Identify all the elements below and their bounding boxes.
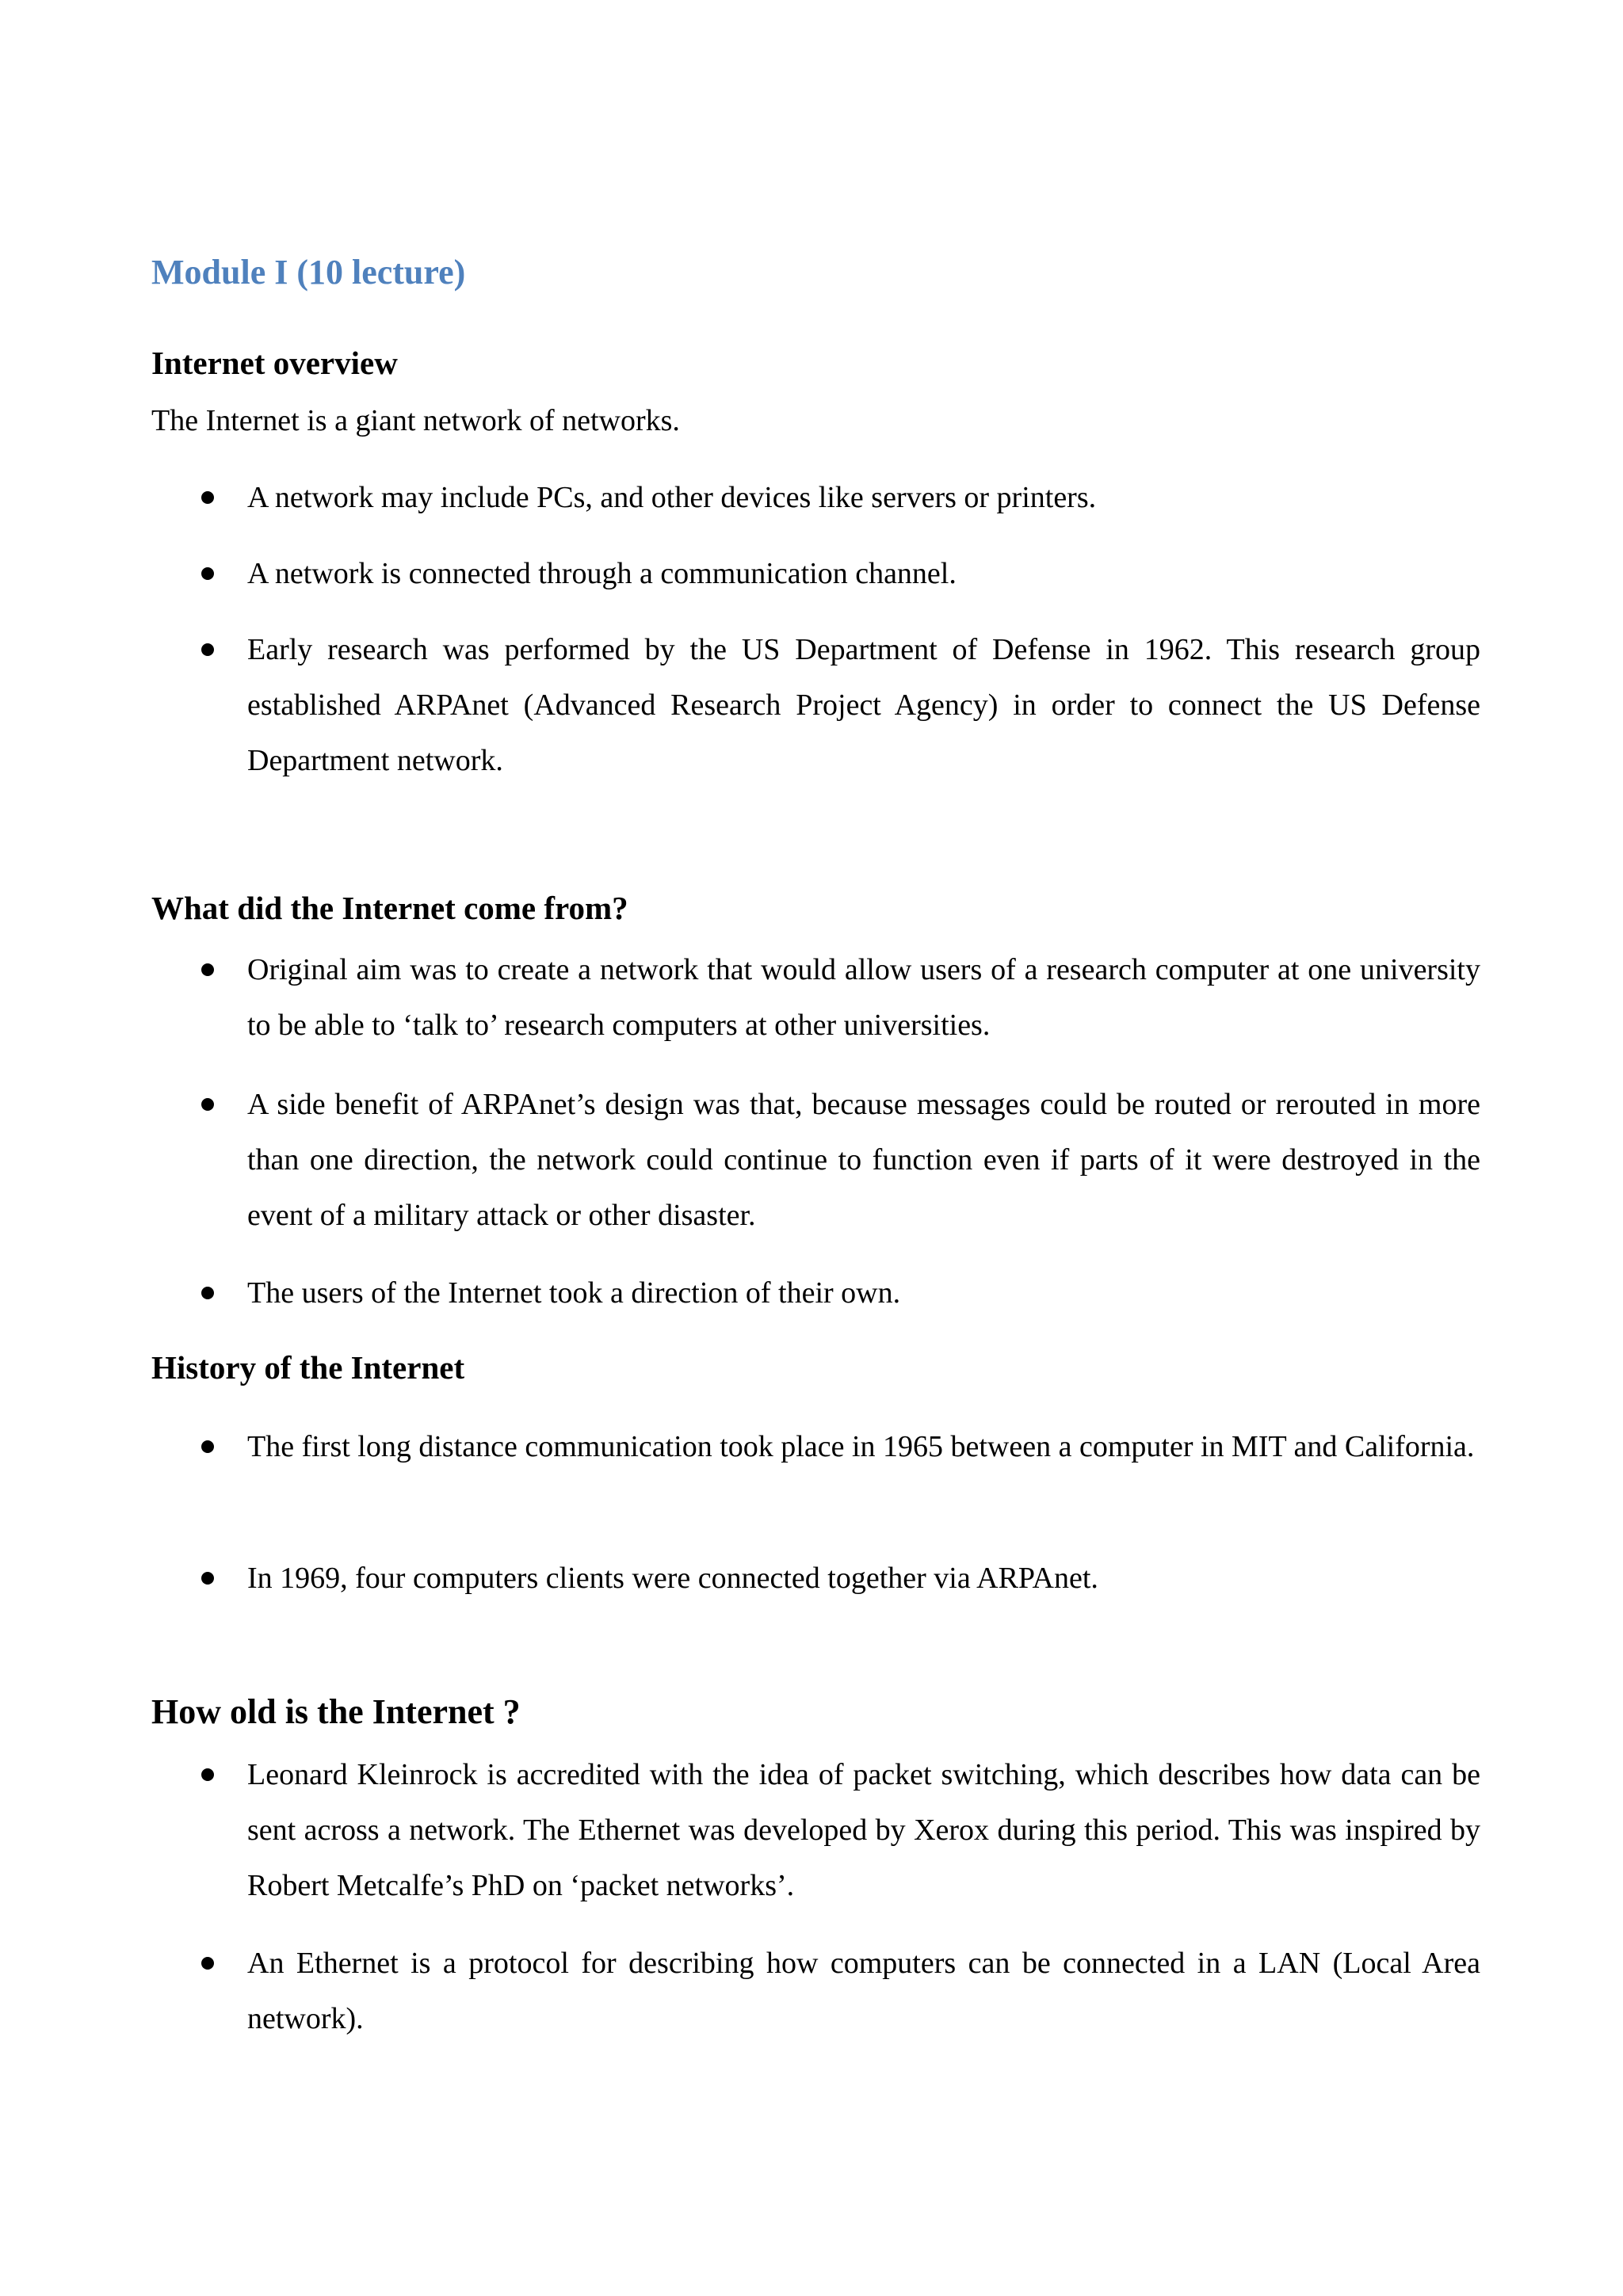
list-item: Original aim was to create a network that would allow users of a research computer at one university to be able to ‘talk to’ research computers at other universities. <box>247 953 1480 1042</box>
bullet-icon <box>201 491 214 504</box>
bullet-icon <box>201 567 214 580</box>
list-item: A network may include PCs, and other devices like servers or printers. <box>247 481 1097 514</box>
intro-paragraph: The Internet is a giant network of networks. <box>151 404 680 437</box>
list-item: Early research was performed by the US Department of Defense in 1962. This research group established ARPAnet (Advanced Research Project Agency) in order to connect the US Defense Department network. <box>247 633 1480 777</box>
list-item: The users of the Internet took a direction of their own. <box>247 1276 901 1310</box>
bullet-icon <box>201 1440 214 1453</box>
list-item: A side benefit of ARPAnet’s design was that, because messages could be routed or rerouted in more than one direction, the network could continue to function even if parts of it were destroyed in the event of a military attack or other disaster. <box>247 1088 1480 1232</box>
bullet-icon <box>201 1572 214 1585</box>
heading-internet-history: History of the Internet <box>151 1349 465 1386</box>
heading-internet-origin: What did the Internet come from? <box>151 890 628 926</box>
bullet-icon <box>201 643 214 656</box>
heading-internet-overview: Internet overview <box>151 345 398 381</box>
bullet-icon <box>201 1098 214 1111</box>
bullet-icon <box>201 1768 214 1781</box>
bullet-icon <box>201 1287 214 1299</box>
module-title: Module I (10 lecture) <box>151 253 466 292</box>
bullet-icon <box>201 963 214 976</box>
list-item: An Ethernet is a protocol for describing how computers can be connected in a LAN (Local Area network). <box>247 1947 1480 2035</box>
list-item: In 1969, four computers clients were connected together via ARPAnet. <box>247 1562 1098 1595</box>
list-item: The first long distance communication took place in 1965 between a computer in MIT and California. <box>247 1430 1475 1463</box>
heading-internet-age: How old is the Internet ? <box>151 1692 521 1731</box>
list-item: A network is connected through a communication channel. <box>247 557 957 590</box>
list-item: Leonard Kleinrock is accredited with the idea of packet switching, which describes how data can be sent across a network. The Ethernet was developed by Xerox during this period. This was inspired by Robert Metcalfe’s PhD on ‘packet networks’. <box>247 1758 1480 1902</box>
bullet-icon <box>201 1957 214 1970</box>
